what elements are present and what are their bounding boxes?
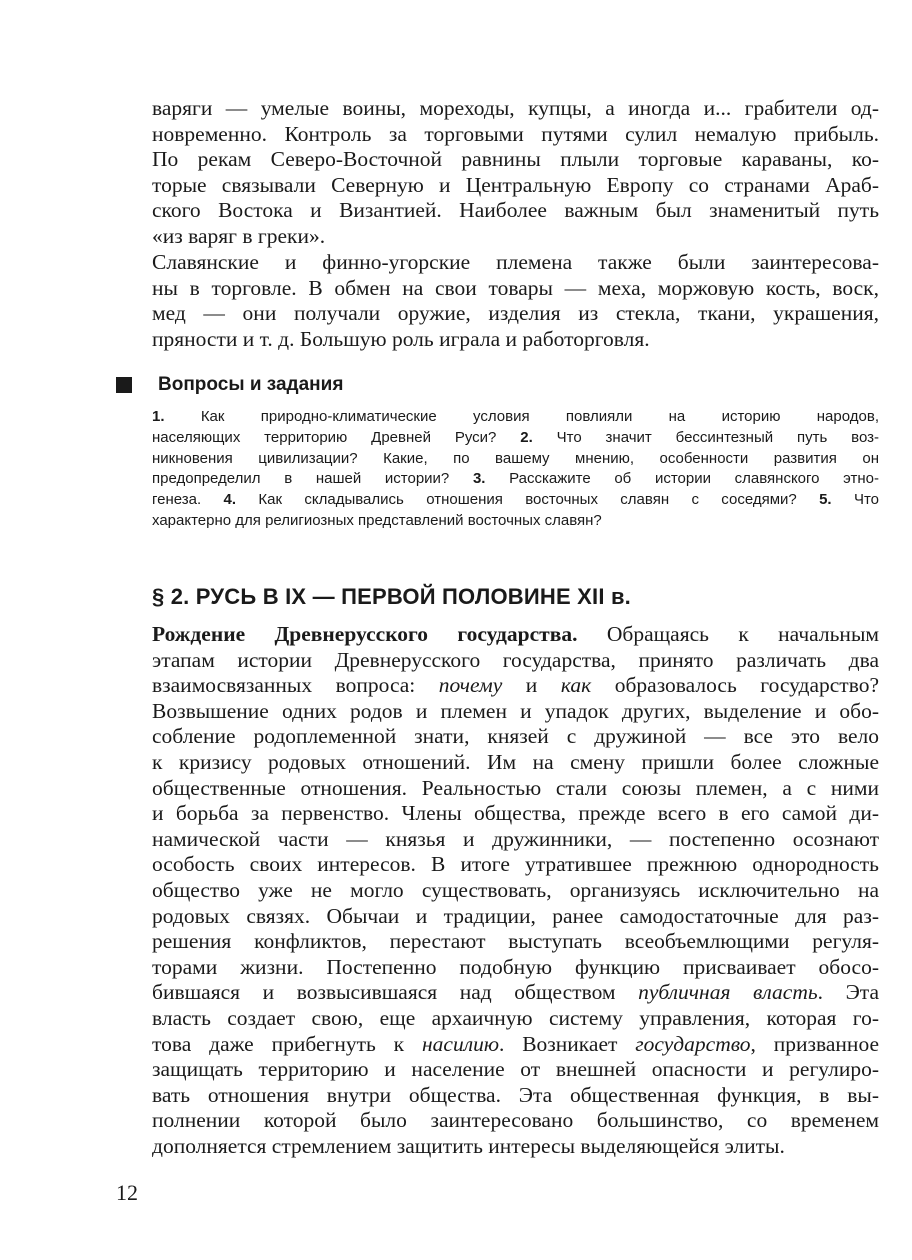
text-segment: , призванное [750, 1031, 879, 1056]
text-segment: родовых связях. Обычаи и традиции, ранее самодостаточные для раз- [152, 903, 879, 928]
text-segment: Возвышение одних родов и племен и упадок других, выделение и обо- [152, 698, 879, 723]
text-segment: решения конфликтов, перестают выступать всеобъемлющими регуля- [152, 929, 879, 954]
text-line [152, 1057, 879, 1083]
section-title: § 2. РУСЬ В IX — ПЕРВОЙ ПОЛОВИНЕ XII в. [152, 584, 631, 609]
text-segment: предопределил в нашей истории? [152, 470, 473, 488]
text-line: мед — они получали оружие, изделия из стекла, ткани, украшения, [152, 301, 879, 326]
square-bullet-icon [116, 377, 132, 393]
text-segment: генеза. [152, 491, 224, 509]
text-line [152, 511, 879, 532]
text-line [152, 929, 879, 955]
text-segment: этапам истории Древнерусского государства, принято различать два [152, 647, 879, 672]
text-segment: . Эта [817, 980, 879, 1005]
text-segment: 4. [223, 491, 259, 509]
text-segment: населяющих территорию Древней Руси? [152, 428, 521, 446]
text-line [152, 428, 879, 449]
text-segment: общественные отношения. Реальностью стали союзы племен, а с ними [152, 775, 879, 800]
text-line [152, 1032, 879, 1058]
text-line: торые связывали Северную и Центральную Европу со странами Араб- [152, 172, 879, 197]
text-line [152, 980, 879, 1006]
text-line [152, 904, 879, 930]
text-segment: Как природно-климатические условия повлияли на историю народов, [200, 408, 879, 425]
text-segment: 5. [819, 491, 854, 509]
text-segment: взаимосвязанных вопроса: [152, 673, 439, 698]
text-segment: 2. [520, 428, 557, 446]
text-segment: това даже прибегнуть к [152, 1031, 422, 1056]
text-segment: характерно для религиозных представлений восточных славян? [152, 511, 602, 529]
paragraph-state-birth [152, 622, 879, 1159]
text-line [152, 1134, 879, 1160]
text-line [152, 699, 879, 725]
text-line: ны в торговле. В обмен на свои товары — меха, моржовую кость, воск, [152, 275, 879, 300]
paragraph-varangians [152, 96, 879, 250]
text-line [152, 490, 879, 511]
text-segment: Что [853, 491, 880, 509]
text-segment: . Возникает [498, 1031, 636, 1056]
text-line [152, 1083, 879, 1109]
text-segment: вать отношения внутри общества. Эта общественная функция, в вы- [152, 1082, 879, 1107]
text-line: «из варяг в греки». [152, 223, 326, 248]
text-segment: Рождение Древнерусского государства. [152, 622, 578, 646]
text-segment: Как складывались отношения восточных славян с соседями? [258, 491, 820, 509]
page-number: 12 [116, 1180, 138, 1205]
text-segment: общество уже не могло существовать, организуясь исключительно на [152, 877, 879, 902]
text-line: новременно. Контроль за торговыми путями сулил немалую прибыль. [152, 121, 879, 146]
text-segment: образовалось государство? [591, 673, 879, 698]
text-line: варяги — умелые воины, мореходы, купцы, а иногда и... грабители од- [152, 96, 879, 120]
text-line [152, 776, 879, 802]
text-segment: торами жизни. Постепенно подобную функцию присваивает обосо- [152, 954, 879, 979]
text-line [152, 724, 879, 750]
text-line [152, 449, 879, 470]
text-segment: полнении которой было заинтересовано большинство, со временем [152, 1108, 879, 1133]
text-segment: как [560, 673, 592, 698]
questions-heading-text: Вопросы и задания [158, 374, 344, 395]
text-segment: к кризису родовых отношений. Им на смену пришли более сложные [152, 749, 879, 774]
text-line [152, 750, 879, 776]
text-segment: и [502, 673, 561, 698]
text-segment: 3. [472, 470, 510, 488]
text-segment: бившаяся и возвысившаяся над обществом [152, 980, 639, 1005]
paragraph-trade [152, 250, 879, 352]
text-line: пряности и т. д. Большую роль играла и работорговля. [152, 326, 650, 351]
text-line [152, 852, 879, 878]
text-segment: Расскажите об истории славянского этно- [509, 470, 879, 488]
text-line [152, 1006, 879, 1032]
text-segment: власть создает свою, еще архаичную систему управления, которая го- [152, 1005, 879, 1030]
text-segment: почему [438, 673, 503, 698]
questions-list [152, 407, 879, 532]
text-segment: насилию [421, 1031, 499, 1056]
text-line [152, 407, 879, 428]
text-line: ского Востока и Византией. Наиболее важным был знаменитый путь [152, 198, 879, 223]
text-line [152, 469, 879, 490]
text-segment: дополняется стремлением защитить интересы выделяющейся элиты. [152, 1133, 785, 1158]
text-segment: намической части — князья и дружинники, — постепенно осознают [152, 826, 879, 851]
text-segment: государство [635, 1031, 751, 1056]
questions-heading [116, 374, 343, 396]
text-line [152, 827, 879, 853]
text-line [152, 801, 879, 827]
text-segment: Обращаясь к начальным [577, 622, 879, 646]
text-line [152, 878, 879, 904]
text-line [152, 1108, 879, 1134]
text-line: Славянские и финно-угорские племена также были заинтересова- [152, 250, 879, 274]
text-segment: публичная власть [638, 980, 818, 1005]
text-line [152, 648, 879, 674]
text-segment: защищать территорию и население от внешней опасности и регулиро- [152, 1057, 879, 1082]
text-segment: Что значит бессинтезный путь воз- [556, 428, 879, 446]
text-segment: и борьба за первенство. Члены общества, прежде всего в его самой ди- [152, 801, 879, 826]
text-line [152, 673, 879, 699]
text-segment: собление родоплеменной знати, князей с дружиной — все это вело [152, 724, 879, 749]
text-segment: 1. [152, 408, 201, 425]
text-line [152, 955, 879, 981]
text-line: По рекам Северо-Восточной равнины плыли торговые караваны, ко- [152, 147, 879, 172]
text-line [152, 622, 879, 648]
text-segment: никновения цивилизации? Какие, по вашему мнению, особенности развития он [152, 449, 879, 467]
text-segment: особость своих интересов. В итоге утратившее прежнюю однородность [152, 852, 879, 877]
